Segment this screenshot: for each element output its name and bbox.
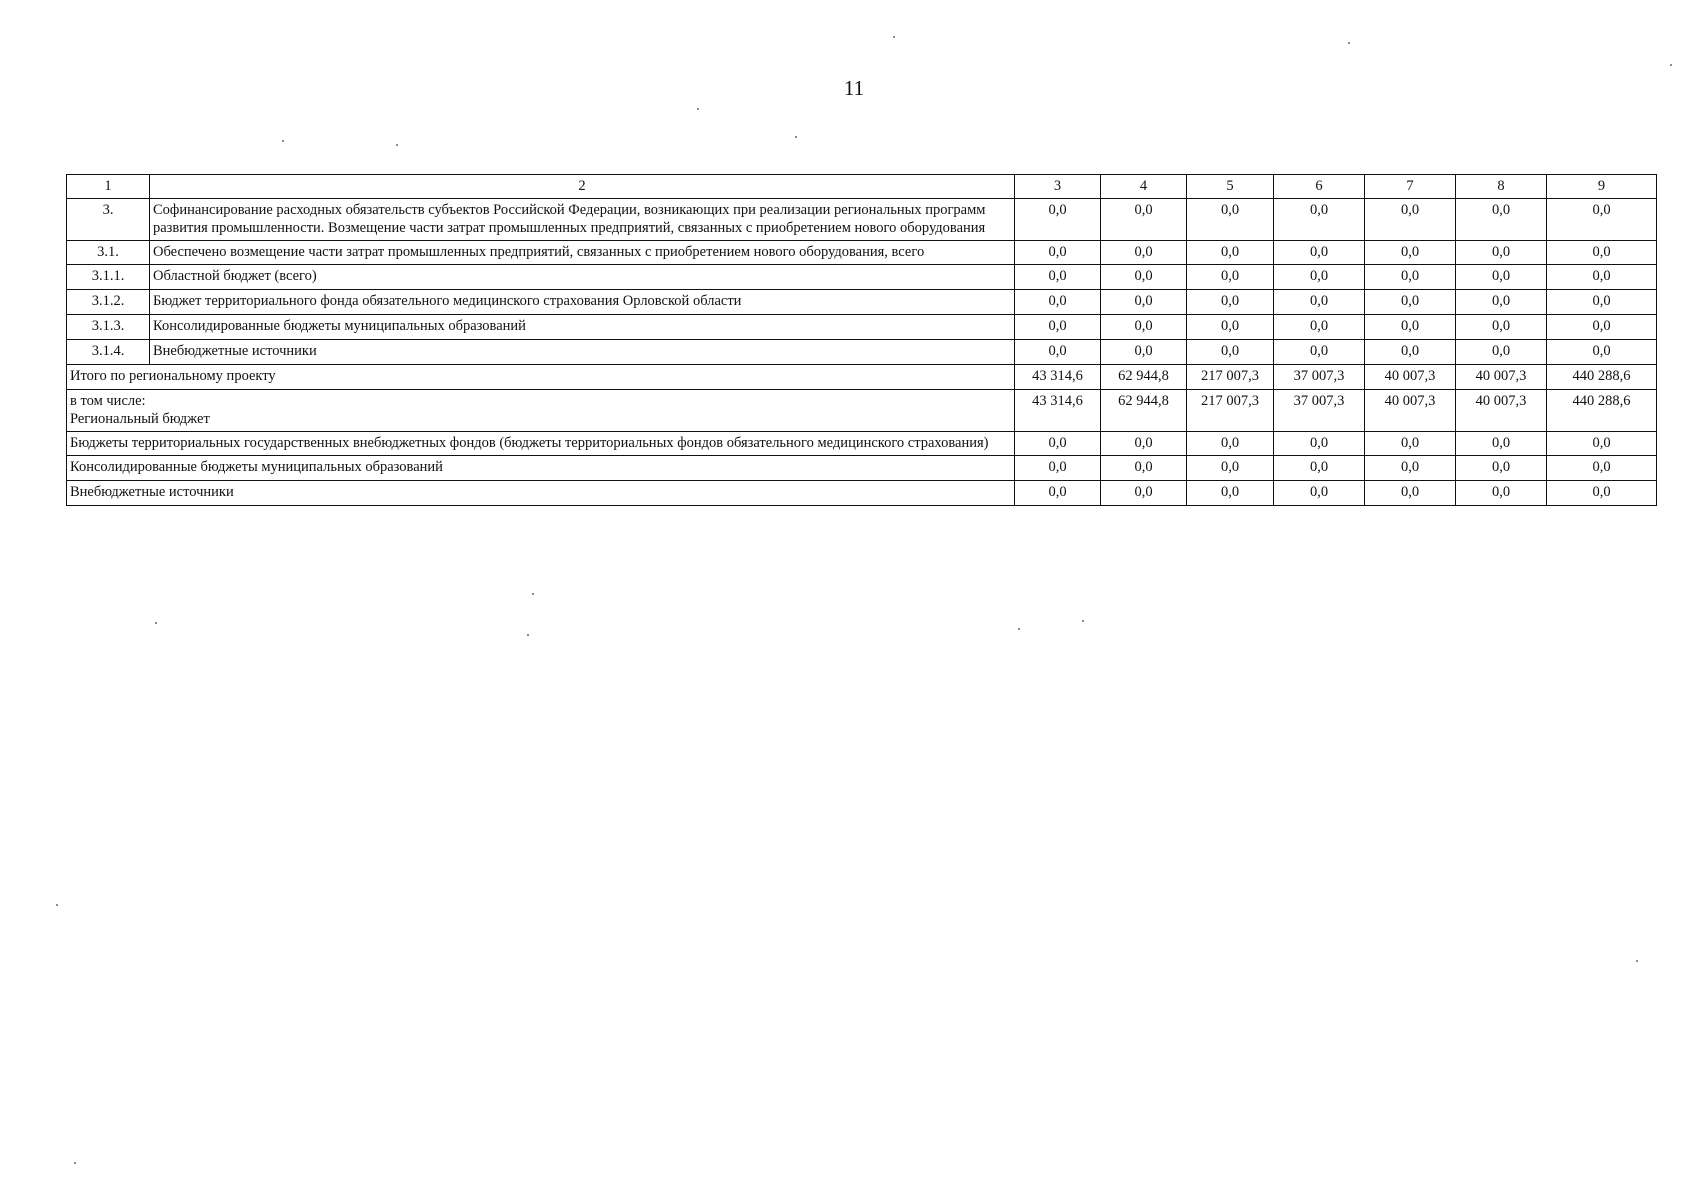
value-cell: 37 007,3 <box>1274 390 1365 432</box>
summary-name: Итого по региональному проекту <box>67 365 1015 390</box>
value-cell: 0,0 <box>1456 199 1547 241</box>
value-cell: 0,0 <box>1101 199 1187 241</box>
value-cell: 0,0 <box>1547 199 1657 241</box>
header-cell: 4 <box>1101 175 1187 199</box>
value-cell: 0,0 <box>1015 432 1101 456</box>
value-cell: 0,0 <box>1187 340 1274 365</box>
value-cell: 0,0 <box>1547 290 1657 315</box>
value-cell: 217 007,3 <box>1187 390 1274 432</box>
value-cell: 0,0 <box>1456 432 1547 456</box>
summary-name: Внебюджетные источники <box>67 481 1015 506</box>
value-cell: 0,0 <box>1015 199 1101 241</box>
value-cell: 0,0 <box>1101 241 1187 265</box>
value-cell: 0,0 <box>1365 432 1456 456</box>
scan-speck <box>74 1162 76 1164</box>
scan-speck <box>1082 620 1084 622</box>
value-cell: 0,0 <box>1015 481 1101 506</box>
value-cell: 0,0 <box>1274 315 1365 340</box>
value-cell: 0,0 <box>1456 315 1547 340</box>
header-cell: 3 <box>1015 175 1101 199</box>
value-cell: 0,0 <box>1187 481 1274 506</box>
scan-speck <box>697 108 699 110</box>
summary-row <box>67 432 1657 456</box>
value-cell: 0,0 <box>1015 241 1101 265</box>
value-cell: 0,0 <box>1187 315 1274 340</box>
value-cell: 62 944,8 <box>1101 365 1187 390</box>
summary-name-line: в том числе: <box>70 393 146 409</box>
scan-speck <box>282 140 284 142</box>
header-cell: 7 <box>1365 175 1456 199</box>
value-cell: 0,0 <box>1365 340 1456 365</box>
value-cell: 0,0 <box>1365 290 1456 315</box>
summary-name <box>67 390 1015 432</box>
scan-speck <box>1670 64 1672 66</box>
row-name: Обеспечено возмещение части затрат промышленных предприятий, связанных с приобретением нового оборудования, всего <box>150 241 1015 265</box>
scan-speck <box>396 144 398 146</box>
value-cell: 0,0 <box>1187 241 1274 265</box>
summary-name-line: Региональный бюджет <box>70 411 210 427</box>
value-cell: 0,0 <box>1187 265 1274 290</box>
row-number: 3.1. <box>67 241 150 265</box>
value-cell: 37 007,3 <box>1274 365 1365 390</box>
value-cell: 0,0 <box>1365 481 1456 506</box>
value-cell: 40 007,3 <box>1365 365 1456 390</box>
table-row <box>67 265 1657 290</box>
scan-speck <box>532 593 534 595</box>
summary-row <box>67 365 1657 390</box>
header-cell: 2 <box>150 175 1015 199</box>
header-cell: 5 <box>1187 175 1274 199</box>
value-cell: 0,0 <box>1015 265 1101 290</box>
row-number: 3. <box>67 199 150 241</box>
table-row <box>67 340 1657 365</box>
row-name: Областной бюджет (всего) <box>150 265 1015 290</box>
value-cell: 0,0 <box>1547 481 1657 506</box>
summary-row <box>67 481 1657 506</box>
value-cell: 43 314,6 <box>1015 365 1101 390</box>
value-cell: 0,0 <box>1274 290 1365 315</box>
row-name: Бюджет территориального фонда обязательного медицинского страхования Орловской области <box>150 290 1015 315</box>
header-row <box>67 175 1657 199</box>
scan-speck <box>527 634 529 636</box>
value-cell: 0,0 <box>1101 265 1187 290</box>
summary-row <box>67 390 1657 432</box>
value-cell: 0,0 <box>1101 340 1187 365</box>
value-cell: 0,0 <box>1456 481 1547 506</box>
value-cell: 0,0 <box>1015 456 1101 481</box>
table-row <box>67 290 1657 315</box>
value-cell: 0,0 <box>1547 432 1657 456</box>
value-cell: 0,0 <box>1456 265 1547 290</box>
value-cell: 0,0 <box>1101 290 1187 315</box>
value-cell: 0,0 <box>1187 290 1274 315</box>
header-cell: 1 <box>67 175 150 199</box>
value-cell: 0,0 <box>1456 340 1547 365</box>
scan-speck <box>1348 42 1350 44</box>
value-cell: 0,0 <box>1015 340 1101 365</box>
value-cell: 0,0 <box>1365 199 1456 241</box>
scan-speck <box>795 136 797 138</box>
value-cell: 0,0 <box>1456 290 1547 315</box>
value-cell: 43 314,6 <box>1015 390 1101 432</box>
scan-speck <box>155 622 157 624</box>
row-number: 3.1.2. <box>67 290 150 315</box>
header-cell: 9 <box>1547 175 1657 199</box>
value-cell: 0,0 <box>1101 315 1187 340</box>
summary-name: Бюджеты территориальных государственных внебюджетных фондов (бюджеты территориальных фондов обязательного медицинского страхования) <box>67 432 1015 456</box>
value-cell: 0,0 <box>1547 456 1657 481</box>
table-row <box>67 315 1657 340</box>
value-cell: 0,0 <box>1274 481 1365 506</box>
summary-row <box>67 456 1657 481</box>
value-cell: 0,0 <box>1101 481 1187 506</box>
value-cell: 0,0 <box>1365 265 1456 290</box>
value-cell: 440 288,6 <box>1547 365 1657 390</box>
value-cell: 0,0 <box>1547 241 1657 265</box>
row-name: Консолидированные бюджеты муниципальных образований <box>150 315 1015 340</box>
value-cell: 62 944,8 <box>1101 390 1187 432</box>
value-cell: 217 007,3 <box>1187 365 1274 390</box>
value-cell: 40 007,3 <box>1456 365 1547 390</box>
value-cell: 0,0 <box>1274 432 1365 456</box>
value-cell: 0,0 <box>1187 199 1274 241</box>
budget-table <box>66 174 1657 506</box>
value-cell: 0,0 <box>1365 456 1456 481</box>
scan-speck <box>1018 628 1020 630</box>
value-cell: 0,0 <box>1101 456 1187 481</box>
value-cell: 440 288,6 <box>1547 390 1657 432</box>
value-cell: 0,0 <box>1365 315 1456 340</box>
header-cell: 6 <box>1274 175 1365 199</box>
row-number: 3.1.1. <box>67 265 150 290</box>
summary-name: Консолидированные бюджеты муниципальных образований <box>67 456 1015 481</box>
value-cell: 0,0 <box>1456 241 1547 265</box>
value-cell: 0,0 <box>1547 265 1657 290</box>
value-cell: 0,0 <box>1101 432 1187 456</box>
row-number: 3.1.4. <box>67 340 150 365</box>
value-cell: 0,0 <box>1274 265 1365 290</box>
value-cell: 0,0 <box>1274 199 1365 241</box>
scan-speck <box>56 904 58 906</box>
value-cell: 40 007,3 <box>1365 390 1456 432</box>
row-number: 3.1.3. <box>67 315 150 340</box>
value-cell: 0,0 <box>1015 315 1101 340</box>
value-cell: 0,0 <box>1187 456 1274 481</box>
value-cell: 0,0 <box>1274 456 1365 481</box>
table-row <box>67 241 1657 265</box>
table-row <box>67 199 1657 241</box>
value-cell: 0,0 <box>1274 340 1365 365</box>
scan-speck <box>893 36 895 38</box>
row-name: Софинансирование расходных обязательств субъектов Российской Федерации, возникающих при реализации региональных программ развития промышленности. Возмещение части затрат промышленных предприятий, связанных с приобретением нового оборудования <box>150 199 1015 241</box>
value-cell: 0,0 <box>1274 241 1365 265</box>
value-cell: 0,0 <box>1015 290 1101 315</box>
value-cell: 0,0 <box>1547 340 1657 365</box>
header-cell: 8 <box>1456 175 1547 199</box>
scan-speck <box>1636 960 1638 962</box>
value-cell: 0,0 <box>1456 456 1547 481</box>
page-number: 11 <box>843 76 865 100</box>
value-cell: 0,0 <box>1547 315 1657 340</box>
value-cell: 0,0 <box>1187 432 1274 456</box>
row-name: Внебюджетные источники <box>150 340 1015 365</box>
value-cell: 0,0 <box>1365 241 1456 265</box>
value-cell: 40 007,3 <box>1456 390 1547 432</box>
